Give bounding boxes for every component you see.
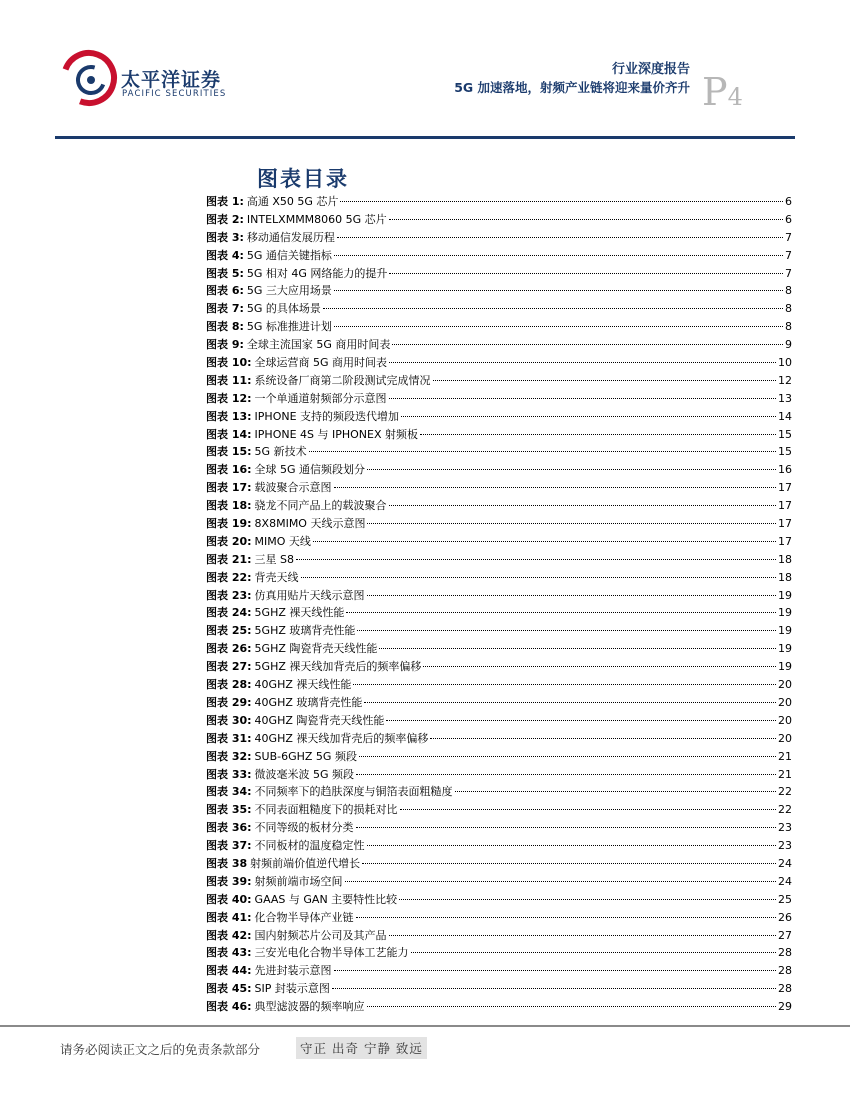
toc-entry[interactable] (206, 962, 792, 980)
toc-entry-page: 19 (778, 624, 792, 638)
toc-entry-page: 14 (778, 409, 792, 423)
toc-entry-label: 图表 7: (206, 302, 244, 316)
toc-entry-label: 图表 24: (206, 606, 252, 620)
toc-entry-title: 5G 标准推进计划 (246, 320, 332, 334)
toc-entry-label: 图表 1: (206, 195, 244, 208)
toc-entry-title: 移动通信发展历程 (246, 230, 335, 244)
toc-entry-page: 19 (778, 588, 792, 602)
toc-dot-leader (346, 612, 776, 613)
toc-entry-title: 40GHZ 玻璃背壳性能 (254, 695, 363, 709)
toc-entry-title: 国内射频芯片公司及其产品 (254, 928, 387, 942)
toc-entry-label: 图表 44: (206, 964, 252, 978)
toc-entry-label: 图表 3: (206, 230, 244, 244)
toc-entry-label: 图表 9: (206, 338, 244, 352)
toc-entry[interactable] (206, 676, 792, 694)
toc-dot-leader (392, 344, 783, 345)
toc-entry-page: 19 (778, 660, 792, 674)
toc-entry-title: 5G 通信关键指标 (246, 248, 332, 262)
toc-dot-leader (356, 917, 776, 918)
toc-entry-title: 5G 相对 4G 网络能力的提升 (246, 266, 388, 280)
toc-entry[interactable] (206, 944, 792, 962)
toc-dot-leader (400, 809, 776, 810)
toc-dot-leader (386, 720, 776, 721)
toc-entry[interactable] (206, 443, 792, 461)
toc-entry-title: 全球运营商 5G 商用时间表 (254, 356, 388, 370)
toc-entry-page: 6 (785, 195, 792, 208)
toc-entry[interactable] (206, 712, 792, 730)
toc-entry-page: 28 (778, 982, 792, 996)
toc-entry-page: 7 (785, 248, 792, 262)
toc-entry[interactable] (206, 998, 792, 1016)
toc-entry[interactable] (206, 211, 792, 229)
footer-motto: 守正 出奇 宁静 致远 (296, 1037, 427, 1059)
toc-entry[interactable] (206, 372, 792, 390)
toc-entry[interactable] (206, 390, 792, 408)
toc-entry[interactable] (206, 497, 792, 515)
toc-entry[interactable] (206, 783, 792, 801)
toc-entry[interactable] (206, 604, 792, 622)
toc-entry-title: 5GHZ 裸天线加背壳后的频率偏移 (254, 660, 422, 674)
toc-entry-title: 5G 新技术 (254, 445, 307, 459)
toc-dot-leader (334, 970, 776, 971)
toc-entry-title: 40GHZ 陶瓷背壳天线性能 (254, 713, 385, 727)
toc-dot-leader (296, 559, 776, 560)
toc-dot-leader (340, 201, 783, 202)
toc-entry-page: 18 (778, 552, 792, 566)
toc-list (206, 193, 792, 1016)
toc-entry[interactable] (206, 980, 792, 998)
header-divider (55, 136, 795, 139)
toc-entry-label: 图表 15: (206, 445, 252, 459)
toc-entry[interactable] (206, 265, 792, 283)
toc-dot-leader (356, 774, 776, 775)
toc-dot-leader (334, 290, 783, 291)
toc-entry-label: 图表 11: (206, 373, 252, 387)
toc-entry-page: 10 (778, 356, 792, 370)
toc-entry-label: 图表 45: (206, 982, 252, 996)
toc-entry-title: 8X8MIMO 天线示意图 (254, 517, 366, 531)
toc-entry[interactable] (206, 658, 792, 676)
toc-entry[interactable] (206, 927, 792, 945)
toc-dot-leader (433, 380, 776, 381)
brand-name-en: PACIFIC SECURITIES (122, 89, 227, 99)
toc-entry-label: 图表 6: (206, 284, 244, 298)
toc-entry-title: 化合物半导体产业链 (254, 910, 354, 924)
toc-entry-title: 不同等级的板材分类 (254, 821, 354, 835)
toc-entry-label: 图表 33: (206, 767, 252, 781)
toc-dot-leader (367, 1006, 776, 1007)
toc-entry-label: 图表 16: (206, 463, 252, 477)
toc-entry-label: 图表 27: (206, 660, 252, 674)
toc-entry-title: 射频前端市场空间 (254, 874, 343, 888)
toc-dot-leader (309, 451, 776, 452)
toc-entry-title: 三星 S8 (254, 552, 295, 566)
toc-entry-label: 图表 35: (206, 803, 252, 817)
toc-dot-leader (389, 505, 776, 506)
toc-entry-title: 不同表面粗糙度下的损耗对比 (254, 803, 398, 817)
toc-entry-page: 20 (778, 713, 792, 727)
toc-entry-title: 40GHZ 裸天线性能 (254, 678, 352, 692)
toc-entry-page: 15 (778, 445, 792, 459)
toc-entry[interactable] (206, 909, 792, 927)
report-title: 5G 加速落地，射频产业链将迎来量价齐升 (454, 80, 690, 95)
toc-entry-page: 21 (778, 767, 792, 781)
toc-entry-page: 13 (778, 391, 792, 405)
brand-name-cn: 太平洋证券 (121, 69, 222, 91)
toc-entry-label: 图表 25: (206, 624, 252, 638)
report-type: 行业深度报告 (611, 62, 690, 77)
toc-entry-page: 7 (785, 266, 792, 280)
toc-entry-title: 高通 X50 5G 芯片 (246, 195, 339, 208)
toc-entry[interactable] (206, 354, 792, 372)
toc-entry[interactable] (206, 837, 792, 855)
toc-entry-label: 图表 23: (206, 588, 252, 602)
toc-entry[interactable] (206, 891, 792, 909)
page-number (702, 72, 743, 117)
toc-entry[interactable] (206, 282, 792, 300)
toc-dot-leader (389, 362, 776, 363)
toc-dot-leader (334, 255, 783, 256)
toc-entry-page: 22 (778, 785, 792, 799)
toc-dot-leader (389, 273, 783, 274)
toc-entry-label: 图表 42: (206, 928, 252, 942)
toc-dot-leader (401, 416, 776, 417)
toc-entry-title: 5GHZ 裸天线性能 (254, 606, 345, 620)
toc-dot-leader (345, 881, 776, 882)
toc-entry-label: 图表 2: (206, 212, 244, 226)
toc-entry[interactable] (206, 801, 792, 819)
toc-entry-title: 典型滤波器的频率响应 (254, 1000, 365, 1014)
toc-entry-label: 图表 40: (206, 892, 252, 906)
toc-entry-label: 图表 22: (206, 570, 252, 584)
toc-entry-page: 15 (778, 427, 792, 441)
toc-dot-leader (367, 469, 776, 470)
toc-dot-leader (430, 738, 776, 739)
toc-dot-leader (420, 434, 776, 435)
toc-entry-title: 载波聚合示意图 (254, 481, 332, 495)
toc-entry[interactable] (206, 300, 792, 318)
toc-dot-leader (389, 935, 776, 936)
toc-entry-label: 图表 29: (206, 695, 252, 709)
toc-dot-leader (337, 237, 783, 238)
toc-entry-label: 图表 10: (206, 356, 252, 370)
toc-entry-title: 系统设备厂商第二阶段测试完成情况 (254, 373, 431, 387)
toc-entry[interactable] (206, 569, 792, 587)
toc-entry-page: 9 (785, 338, 792, 352)
toc-entry-page: 17 (778, 534, 792, 548)
toc-entry[interactable] (206, 587, 792, 605)
toc-entry-label: 图表 32: (206, 749, 252, 763)
toc-entry[interactable] (206, 694, 792, 712)
toc-entry-title: SIP 封装示意图 (254, 982, 330, 996)
toc-entry-page: 26 (778, 910, 792, 924)
toc-entry-label: 图表 28: (206, 678, 252, 692)
toc-entry-page: 29 (778, 1000, 792, 1014)
toc-entry[interactable] (206, 229, 792, 247)
toc-entry-page: 20 (778, 678, 792, 692)
toc-dot-leader (367, 595, 776, 596)
toc-entry-label: 图表 36: (206, 821, 252, 835)
toc-entry-page: 24 (778, 856, 792, 870)
toc-dot-leader (353, 684, 776, 685)
toc-entry-title: 5G 三大应用场景 (246, 284, 332, 298)
toc-dot-leader (332, 988, 776, 989)
toc-entry-page: 6 (785, 212, 792, 226)
toc-dot-leader (357, 630, 776, 631)
toc-dot-leader (379, 648, 776, 649)
toc-entry-page: 17 (778, 517, 792, 531)
toc-dot-leader (334, 487, 776, 488)
toc-entry-title: 5G 的具体场景 (246, 302, 321, 316)
toc-entry-page: 7 (785, 230, 792, 244)
toc-entry-label: 图表 18: (206, 499, 252, 513)
toc-entry-label: 图表 17: (206, 481, 252, 495)
toc-entry-label: 图表 39: (206, 874, 252, 888)
toc-entry-title: 先进封装示意图 (254, 964, 332, 978)
toc-entry-page: 17 (778, 481, 792, 495)
toc-entry-page: 27 (778, 928, 792, 942)
toc-entry-label: 图表 8: (206, 320, 244, 334)
toc-entry-page: 21 (778, 749, 792, 763)
toc-entry-page: 16 (778, 463, 792, 477)
toc-entry-label: 图表 21: (206, 552, 252, 566)
toc-entry[interactable] (206, 748, 792, 766)
toc-dot-leader (356, 827, 776, 828)
toc-dot-leader (301, 577, 776, 578)
toc-entry-label: 图表 30: (206, 713, 252, 727)
toc-entry[interactable] (206, 426, 792, 444)
toc-entry-label: 图表 38 (206, 856, 248, 870)
toc-entry[interactable] (206, 515, 792, 533)
toc-entry-title: MIMO 天线 (254, 534, 311, 548)
toc-entry-title: 三安光电化合物半导体工艺能力 (254, 946, 409, 960)
toc-entry-title: 不同板材的温度稳定性 (254, 839, 365, 853)
toc-entry-title: 一个单通道射频部分示意图 (254, 391, 387, 405)
toc-entry-page: 20 (778, 695, 792, 709)
toc-entry[interactable] (206, 551, 792, 569)
toc-entry-label: 图表 43: (206, 946, 252, 960)
toc-entry[interactable] (206, 855, 792, 873)
toc-entry[interactable] (206, 533, 792, 551)
toc-entry-page: 28 (778, 964, 792, 978)
toc-dot-leader (367, 845, 776, 846)
toc-entry-label: 图表 4: (206, 248, 244, 262)
toc-entry-page: 18 (778, 570, 792, 584)
toc-entry-page: 8 (785, 302, 792, 316)
toc-entry-page: 12 (778, 373, 792, 387)
toc-entry-title: 40GHZ 裸天线加背壳后的频率偏移 (254, 731, 429, 745)
toc-entry-label: 图表 34: (206, 785, 252, 799)
toc-dot-leader (313, 541, 776, 542)
toc-entry-label: 图表 12: (206, 391, 252, 405)
toc-entry[interactable] (206, 640, 792, 658)
toc-entry[interactable] (206, 479, 792, 497)
toc-entry-title: 5GHZ 陶瓷背壳天线性能 (254, 642, 378, 656)
toc-dot-leader (334, 326, 783, 327)
toc-entry-title: 全球主流国家 5G 商用时间表 (246, 338, 391, 352)
toc-dot-leader (367, 523, 776, 524)
toc-entry[interactable] (206, 766, 792, 784)
toc-entry-label: 图表 13: (206, 409, 252, 423)
toc-entry-label: 图表 19: (206, 517, 252, 531)
toc-entry-page: 8 (785, 320, 792, 334)
toc-entry-label: 图表 14: (206, 427, 252, 441)
toc-dot-leader (399, 899, 776, 900)
toc-entry-title: INTELXMMM8060 5G 芯片 (246, 212, 387, 226)
toc-entry[interactable] (206, 461, 792, 479)
toc-entry[interactable] (206, 622, 792, 640)
toc-entry-page: 25 (778, 892, 792, 906)
toc-entry-label: 图表 31: (206, 731, 252, 745)
toc-entry-title: 背壳天线 (254, 570, 299, 584)
toc-entry-label: 图表 20: (206, 534, 252, 548)
toc-dot-leader (423, 666, 776, 667)
toc-entry-page: 20 (778, 731, 792, 745)
pacific-securities-logo-icon (58, 46, 118, 108)
toc-entry-label: 图表 37: (206, 839, 252, 853)
toc-entry-title: 全球 5G 通信频段划分 (254, 463, 366, 477)
toc-entry-label: 图表 26: (206, 642, 252, 656)
toc-entry-title: 微波毫米波 5G 频段 (254, 767, 355, 781)
toc-dot-leader (389, 398, 776, 399)
toc-dot-leader (362, 863, 776, 864)
toc-entry[interactable] (206, 318, 792, 336)
toc-dot-leader (364, 702, 776, 703)
toc-dot-leader (455, 791, 776, 792)
toc-entry[interactable] (206, 873, 792, 891)
toc-entry-page: 23 (778, 821, 792, 835)
toc-entry-label: 图表 5: (206, 266, 244, 280)
toc-entry-page: 28 (778, 946, 792, 960)
toc-entry-label: 图表 41: (206, 910, 252, 924)
toc-dot-leader (323, 308, 783, 309)
toc-entry[interactable] (206, 730, 792, 748)
footer-disclaimer: 请务必阅读正文之后的免责条款部分 (60, 1042, 261, 1057)
toc-entry-title: 不同频率下的趋肤深度与铜箔表面粗糙度 (254, 785, 453, 799)
toc-entry-title: GAAS 与 GAN 主要特性比较 (254, 892, 398, 906)
toc-entry-title: IPHONE 支持的频段迭代增加 (254, 409, 400, 423)
toc-entry[interactable] (206, 336, 792, 354)
toc-dot-leader (359, 756, 776, 757)
toc-entry-page: 19 (778, 606, 792, 620)
toc-dot-leader (389, 219, 783, 220)
toc-entry-page: 17 (778, 499, 792, 513)
toc-entry-title: 仿真用贴片天线示意图 (254, 588, 365, 602)
footer-divider (0, 1025, 850, 1027)
toc-entry-title: 骁龙不同产品上的载波聚合 (254, 499, 387, 513)
toc-entry-page: 22 (778, 803, 792, 817)
toc-entry[interactable] (206, 819, 792, 837)
page-number-value: 4 (727, 83, 743, 111)
toc-entry[interactable] (206, 193, 792, 211)
toc-entry[interactable] (206, 247, 792, 265)
toc-entry[interactable] (206, 408, 792, 426)
toc-dot-leader (411, 952, 776, 953)
toc-entry-page: 19 (778, 642, 792, 656)
toc-entry-page: 24 (778, 874, 792, 888)
toc-entry-page: 23 (778, 839, 792, 853)
toc-entry-title: 5GHZ 玻璃背壳性能 (254, 624, 356, 638)
toc-entry-title: IPHONE 4S 与 IPHONEX 射频板 (254, 427, 419, 441)
toc-entry-label: 图表 46: (206, 1000, 252, 1014)
toc-heading: 图表目录 (257, 167, 349, 191)
toc-entry-page: 8 (785, 284, 792, 298)
page-letter: P (702, 70, 728, 114)
toc-entry-title: SUB-6GHZ 5G 频段 (254, 749, 357, 763)
toc-entry-title: 射频前端价值逆代增长 (250, 856, 361, 870)
